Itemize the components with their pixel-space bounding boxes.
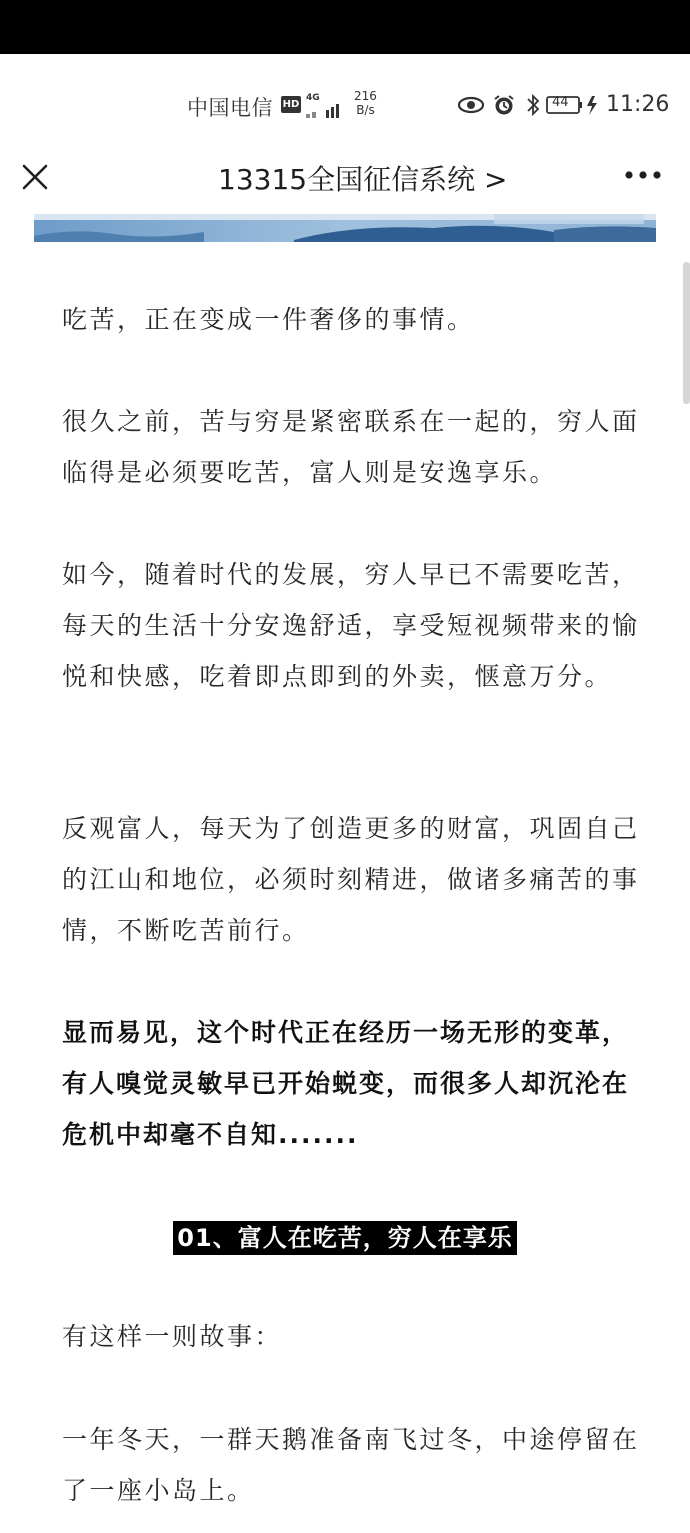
bluetooth-icon [528,96,538,114]
article-paragraph-bold: 显而易见，这个时代正在经历一场无形的变革，有人嗅觉灵敏早已开始蜕变，而很多人却沉沦在危机中却毫不自知....... [62,1018,630,1149]
top-black-bar [0,0,690,54]
article-paragraph: 吃苦，正在变成一件奢侈的事情。 [62,305,475,334]
network-speed [354,89,377,117]
scrollbar[interactable] [683,262,690,404]
carrier-name: 中国电信 [187,96,273,120]
eye-icon [459,98,483,112]
article-paragraph: 有这样一则故事： [62,1322,283,1351]
article-paragraph: 如今，随着时代的发展，穷人早已不需要吃苦，每天的生活十分安逸舒适，享受短视频带来的愉悦和快感，吃着即点即到的外卖，惬意万分。 [62,560,640,691]
signal-strength-icon [306,104,344,118]
article-paragraph: 很久之前，苦与穷是紧密联系在一起的，穷人面临得是必须要吃苦，富人则是安逸享乐。 [62,407,640,487]
header-image [34,214,656,242]
network-type: 4G [306,93,320,103]
article-paragraph: 一年冬天，一群天鹅准备南飞过冬，中途停留在了一座小岛上。 [62,1425,640,1505]
account-title-link[interactable]: 13315全国征信系统 > [218,163,508,196]
section-heading: 01、富人在吃苦，穷人在享乐 [173,1221,516,1255]
article-paragraph: 反观富人，每天为了创造更多的财富，巩固自己的江山和地位，必须时刻精进，做诸多痛苦的事情，不断吃苦前行。 [62,814,640,945]
status-icons [458,93,608,117]
battery-level: 44 [552,95,569,110]
charging-bolt-icon [587,96,597,115]
hd-badge: HD [281,96,301,113]
close-icon[interactable] [18,160,52,194]
more-options-icon[interactable] [622,163,664,187]
alarm-icon [495,96,513,115]
speed-value: 216 [354,89,377,103]
speed-unit: B/s [356,103,375,117]
clock: 11:26 [606,92,670,117]
section-heading-wrap [0,1221,690,1255]
